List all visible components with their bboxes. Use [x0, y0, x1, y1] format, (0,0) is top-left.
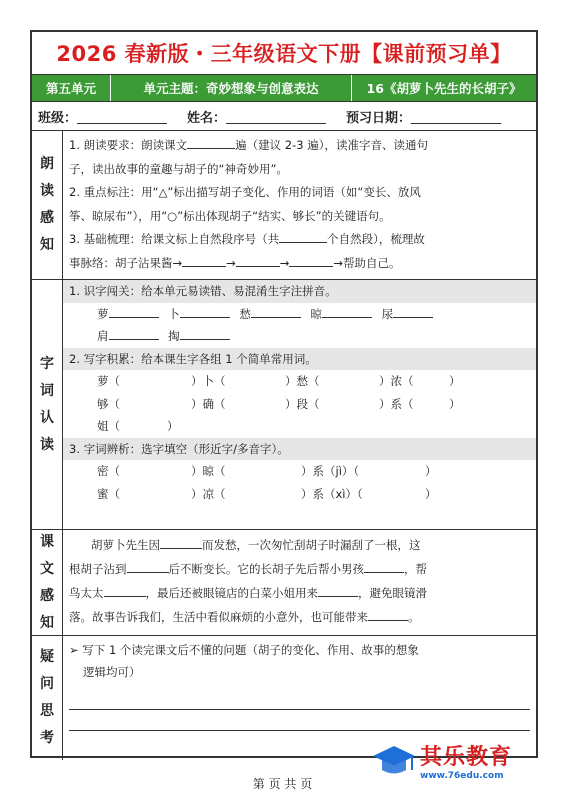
- section-reading: 朗 读 感 知 1. 朗读要求：朗读课文 遍（建议 2-3 遍），读准字音、读通句 子，读出故事的童趣与胡子的“神奇妙用”。 2. 重点标注：用“△”标出描写胡子变化、作用的词语（如“变长、放风 筝、晾尿布”），用“○”标出体现胡子“结实、够长”的关键语句。 3. 基础梳理：给课文标上自然段序号（共 个自然段），梳理故 事脉络：胡子沾果酱→ → → →帮助自己。: [32, 131, 536, 280]
- worksheet: [30, 30, 538, 758]
- char: 晾: [310, 306, 322, 321]
- question-prompt: ➢ 写下 1 个读完课文后不懂的问题（胡子的变化、作用、故事的想象: [69, 643, 419, 657]
- blank[interactable]: [180, 304, 230, 318]
- blank[interactable]: [160, 535, 202, 549]
- word-item: ）凉（: [191, 486, 226, 501]
- text: 个自然段），梳理故: [327, 232, 425, 246]
- lesson-title: 16《胡萝卜先生的长胡子》: [366, 81, 522, 96]
- blank[interactable]: [393, 304, 433, 318]
- paren: ）: [425, 486, 437, 501]
- blank[interactable]: [104, 583, 146, 597]
- word-item: 蜜（: [97, 486, 120, 501]
- label-char: 读: [40, 436, 54, 453]
- graduation-cap-icon: [372, 744, 416, 778]
- text: 后不断变长。它的长胡子先后帮小男孩: [168, 562, 364, 576]
- blank[interactable]: [251, 304, 301, 318]
- blank[interactable]: [182, 253, 226, 267]
- answer-line[interactable]: [69, 689, 530, 710]
- text: 而发愁，一次匆忙刮胡子时漏刮了一根，这: [202, 538, 421, 552]
- text: →帮助自己。: [333, 255, 401, 270]
- label-char: 感: [40, 210, 54, 226]
- label-char: 朗: [40, 156, 54, 172]
- text: 。: [408, 610, 420, 624]
- text: 鸟太太: [69, 586, 104, 600]
- brand-url: www.76edu.com: [420, 771, 504, 781]
- word-item: ）系（: [379, 396, 414, 411]
- text: 子，读出故事的童趣与胡子的“神奇妙用”。: [69, 161, 288, 176]
- unit-band: [32, 75, 536, 102]
- paren: ）: [167, 419, 179, 433]
- char: 肩: [97, 329, 109, 343]
- text: 1. 朗读要求：朗读课文: [69, 138, 188, 152]
- brand-name: 其乐教育: [420, 745, 513, 770]
- blank[interactable]: [236, 253, 280, 267]
- word-item: ）段（: [285, 396, 320, 411]
- word-item: 萝（: [97, 374, 120, 388]
- text: 胡萝卜先生因: [91, 538, 160, 552]
- paren: ）: [425, 464, 437, 478]
- label-char: 问: [40, 676, 54, 692]
- char: 卜: [168, 306, 180, 321]
- label-char: 疑: [40, 649, 54, 665]
- date-label: 预习日期：: [346, 110, 412, 126]
- question-prompt: 逻辑均可）: [83, 665, 141, 679]
- word-item: ）系（jì）（: [301, 464, 360, 478]
- text: 根胡子沾到: [69, 562, 127, 576]
- word-item: 姐（: [97, 419, 120, 433]
- char: 掏: [168, 329, 180, 343]
- section-words: [32, 280, 536, 530]
- name-label: 姓名：: [187, 110, 227, 126]
- label-char: 字: [40, 355, 54, 372]
- word-item: 密（: [97, 464, 120, 478]
- section-label: [32, 280, 63, 529]
- word-item: ）愁（: [285, 374, 320, 388]
- student-info: [32, 102, 536, 131]
- word-item: ）浓（: [379, 374, 414, 388]
- blank[interactable]: [187, 135, 235, 149]
- word-item: ）系（xì）（: [301, 486, 363, 501]
- unit-label: 第五单元: [32, 75, 111, 101]
- unit-theme: 单元主题：奇妙想象与创意表达: [111, 75, 352, 101]
- class-label: 班级：: [38, 110, 78, 126]
- blank[interactable]: [364, 559, 404, 573]
- label-char: 课: [40, 533, 54, 550]
- label-char: 认: [40, 409, 54, 426]
- text: 2. 重点标注：用“△”标出描写胡子变化、作用的词语（如“变长、放风: [69, 185, 421, 199]
- label-char: 知: [40, 614, 54, 631]
- text: 筝、晾尿布”），用“○”标出体现胡子“结实、够长”的关键语句。: [69, 208, 391, 223]
- char: 萝: [97, 306, 109, 321]
- blank[interactable]: [279, 229, 327, 243]
- text: ，帮: [404, 562, 427, 576]
- text: 3. 基础梳理：给课文标上自然段序号（共: [69, 232, 280, 246]
- section-label: [32, 636, 63, 760]
- page-title: 2026 春新版・三年级语文下册【课前预习单】: [32, 32, 536, 75]
- class-field[interactable]: [77, 109, 167, 124]
- date-field[interactable]: [411, 109, 501, 124]
- subheading: 3. 字词辨析：选字填空（形近字/多音字）。: [63, 438, 536, 461]
- subheading: 1. 识字闯关：给本单元易读错、易混淆生字注拼音。: [63, 280, 536, 303]
- section-comprehension: [32, 530, 536, 636]
- blank[interactable]: [109, 326, 159, 340]
- text: ，最后还被眼镜店的白菜小姐用来: [145, 586, 318, 600]
- section-label: [32, 530, 63, 635]
- word-item: ）确（: [191, 396, 226, 411]
- word-item: ）晾（: [191, 464, 226, 478]
- text: 事脉络：胡子沾果酱→: [69, 255, 183, 270]
- text: ，避免眼镜滑: [358, 586, 427, 600]
- subheading: 2. 写字积累：给本课生字各组 1 个简单常用词。: [63, 348, 536, 371]
- page-footer: 第 页 共 页: [252, 777, 313, 791]
- paren: ）: [449, 374, 461, 388]
- label-char: 思: [40, 703, 54, 719]
- blank[interactable]: [127, 559, 169, 573]
- label-char: 感: [40, 587, 54, 604]
- blank[interactable]: [368, 607, 408, 621]
- label-char: 词: [40, 382, 54, 399]
- section-label: [32, 131, 63, 279]
- blank[interactable]: [180, 326, 230, 340]
- word-item: 够（: [97, 396, 120, 411]
- label-char: 读: [40, 183, 54, 199]
- char: 尿: [381, 306, 394, 321]
- blank[interactable]: [322, 304, 372, 318]
- blank[interactable]: [109, 304, 159, 318]
- label-char: 考: [40, 730, 54, 746]
- text: 遍（建议 2-3 遍），读准字音、读通句: [235, 138, 428, 152]
- answer-line[interactable]: [69, 710, 530, 731]
- label-char: 知: [40, 237, 54, 253]
- text: 落。故事告诉我们，生活中看似麻烦的小意外，也可能带来: [69, 610, 368, 624]
- paren: ）: [449, 396, 461, 411]
- name-field[interactable]: [226, 109, 326, 124]
- blank[interactable]: [289, 253, 333, 267]
- word-item: ）卜（: [191, 374, 226, 388]
- blank[interactable]: [318, 583, 358, 597]
- label-char: 文: [40, 560, 54, 577]
- char: 愁: [239, 306, 251, 321]
